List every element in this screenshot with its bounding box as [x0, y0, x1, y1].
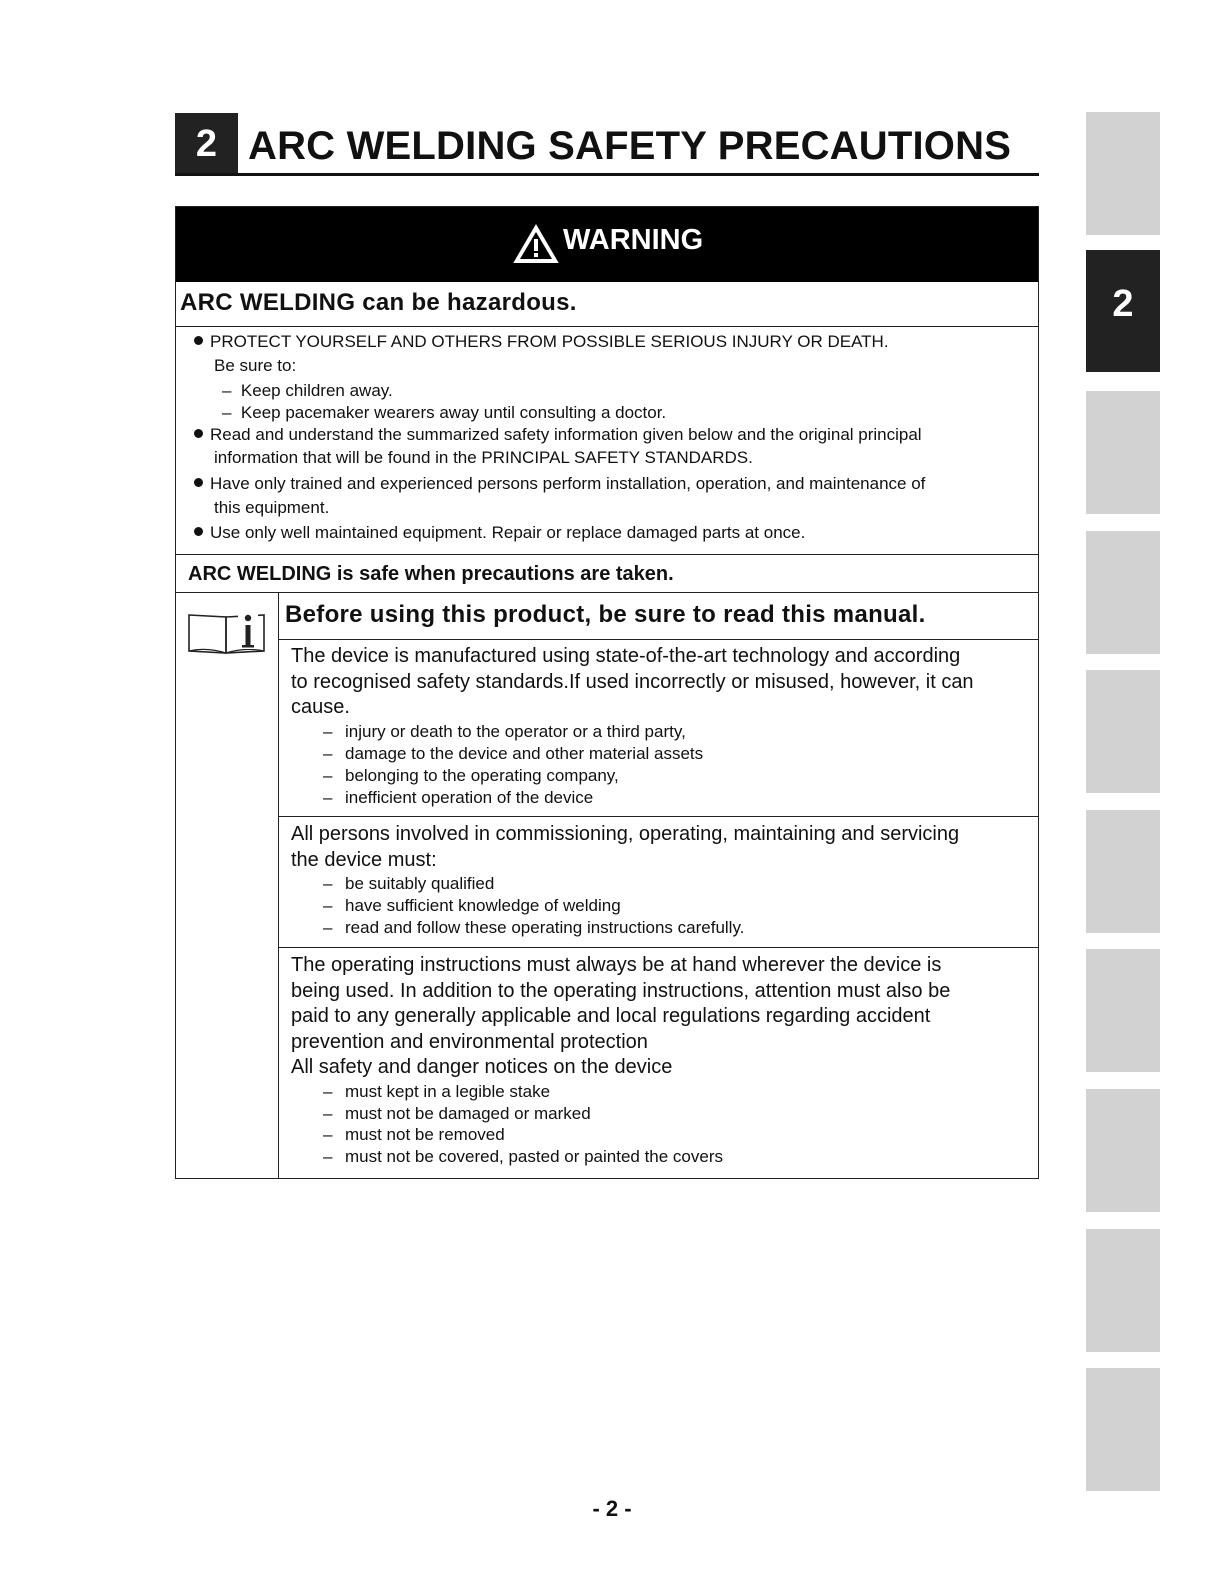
list-item: – be suitably qualified	[323, 874, 495, 893]
paragraph-line: paid to any generally applicable and local regulations regarding accident	[291, 1005, 931, 1027]
side-tab[interactable]	[1086, 531, 1160, 654]
paragraph-line: prevention and environmental protection	[291, 1031, 648, 1053]
manual-section-instructions	[279, 948, 1038, 1178]
side-tab-active[interactable]	[1086, 250, 1160, 372]
manual-section-usage	[279, 640, 1038, 817]
side-tab[interactable]	[1086, 1229, 1160, 1352]
warning-box	[175, 206, 1039, 1179]
list-item-text: inefficient operation of the device	[345, 788, 594, 807]
paragraph-line: The device is manufactured using state-of-the-art technology and according	[291, 645, 961, 667]
list-item	[194, 331, 889, 353]
list-item-text: injury or death to the operator or a third party,	[345, 722, 686, 741]
bullet-icon	[194, 478, 203, 487]
paragraph-line: to recognised safety standards.If used incorrectly or misused, however, it can	[291, 671, 974, 693]
list-item-text: Keep children away.	[240, 381, 393, 400]
list-item-text: Read and understand the summarized safety information given below and the original principal	[210, 425, 922, 444]
chapter-number-badge: 2	[175, 113, 238, 173]
list-item-text: belonging to the operating company,	[345, 766, 619, 785]
list-item: – must not be covered, pasted or painted the covers	[323, 1147, 724, 1166]
manual-icon-column	[176, 593, 279, 1178]
list-item-text: must not be covered, pasted or painted the covers	[345, 1147, 724, 1166]
side-tab[interactable]	[1086, 810, 1160, 933]
page-number: - 2 -	[592, 1496, 632, 1521]
list-item: – must not be removed	[323, 1125, 505, 1144]
list-item-text: read and follow these operating instructions carefully.	[345, 918, 745, 937]
list-item: – Keep pacemaker wearers away until consulting a doctor.	[222, 403, 667, 422]
hazard-heading	[176, 282, 1038, 327]
list-item: – Keep children away.	[222, 381, 393, 400]
list-item: – damage to the device and other material assets	[323, 744, 704, 763]
list-item-text: this equipment.	[214, 498, 330, 517]
chapter-title-bar	[175, 113, 1039, 176]
safe-notice-text: ARC WELDING is safe when precautions are taken.	[188, 563, 674, 585]
list-item-text: damage to the device and other material assets	[345, 744, 704, 763]
list-item-text: must not be removed	[345, 1125, 505, 1144]
list-item: – inefficient operation of the device	[323, 788, 594, 807]
hazard-title: ARC WELDING can be hazardous.	[180, 289, 577, 316]
list-item	[194, 424, 922, 446]
bullet-icon	[194, 429, 203, 438]
precaution-list	[176, 327, 1038, 555]
list-item-text: PROTECT YOURSELF AND OTHERS FROM POSSIBLE SERIOUS INJURY OR DEATH.	[210, 332, 889, 351]
side-tab[interactable]	[1086, 391, 1160, 514]
manual-book-info-icon	[186, 607, 268, 657]
list-item-text: must kept in a legible stake	[345, 1082, 551, 1101]
list-item: – must kept in a legible stake	[323, 1082, 551, 1101]
safe-notice	[176, 555, 1038, 593]
side-tab[interactable]	[1086, 1089, 1160, 1212]
list-item: – injury or death to the operator or a third party,	[323, 722, 686, 741]
list-item-text: Be sure to:	[214, 356, 297, 375]
paragraph-line: the device must:	[291, 849, 437, 871]
warning-triangle-icon	[512, 223, 560, 265]
list-item-text: have sufficient knowledge of welding	[345, 896, 621, 915]
side-tab[interactable]	[1086, 949, 1160, 1072]
side-tab[interactable]	[1086, 112, 1160, 235]
paragraph-line: The operating instructions must always be at hand wherever the device is	[291, 954, 942, 976]
list-item-text: Keep pacemaker wearers away until consulting a doctor.	[240, 403, 667, 422]
manual-section-persons	[279, 817, 1038, 948]
list-item-text: Use only well maintained equipment. Repair or replace damaged parts at once.	[210, 523, 806, 542]
list-item: – read and follow these operating instructions carefully.	[323, 918, 745, 937]
manual-heading-text: Before using this product, be sure to read this manual.	[285, 601, 926, 628]
list-item	[194, 473, 925, 495]
warning-header	[176, 207, 1038, 282]
side-tab[interactable]	[1086, 670, 1160, 793]
page-title: ARC WELDING SAFETY PRECAUTIONS	[248, 124, 1012, 168]
manual-heading	[279, 593, 1038, 640]
list-item	[194, 522, 805, 544]
list-item-text: be suitably qualified	[345, 874, 495, 893]
paragraph-line: cause.	[291, 696, 350, 718]
list-item-text: information that will be found in the PRINCIPAL SAFETY STANDARDS.	[214, 448, 753, 467]
paragraph-line: All persons involved in commissioning, operating, maintaining and servicing	[291, 823, 960, 845]
paragraph-line: All safety and danger notices on the device	[291, 1056, 673, 1078]
list-item: – must not be damaged or marked	[323, 1104, 591, 1123]
bullet-icon	[194, 527, 203, 536]
list-item-text: must not be damaged or marked	[345, 1104, 591, 1123]
list-item: – have sufficient knowledge of welding	[323, 896, 621, 915]
paragraph-line: being used. In addition to the operating instructions, attention must also be	[291, 980, 951, 1002]
side-tab[interactable]	[1086, 1368, 1160, 1491]
list-item: – belonging to the operating company,	[323, 766, 619, 785]
list-item-text: Have only trained and experienced persons perform installation, operation, and maintenance of	[210, 474, 926, 493]
warning-label: WARNING	[563, 224, 704, 256]
side-tab-label: 2	[1112, 283, 1134, 325]
bullet-icon	[194, 336, 203, 345]
